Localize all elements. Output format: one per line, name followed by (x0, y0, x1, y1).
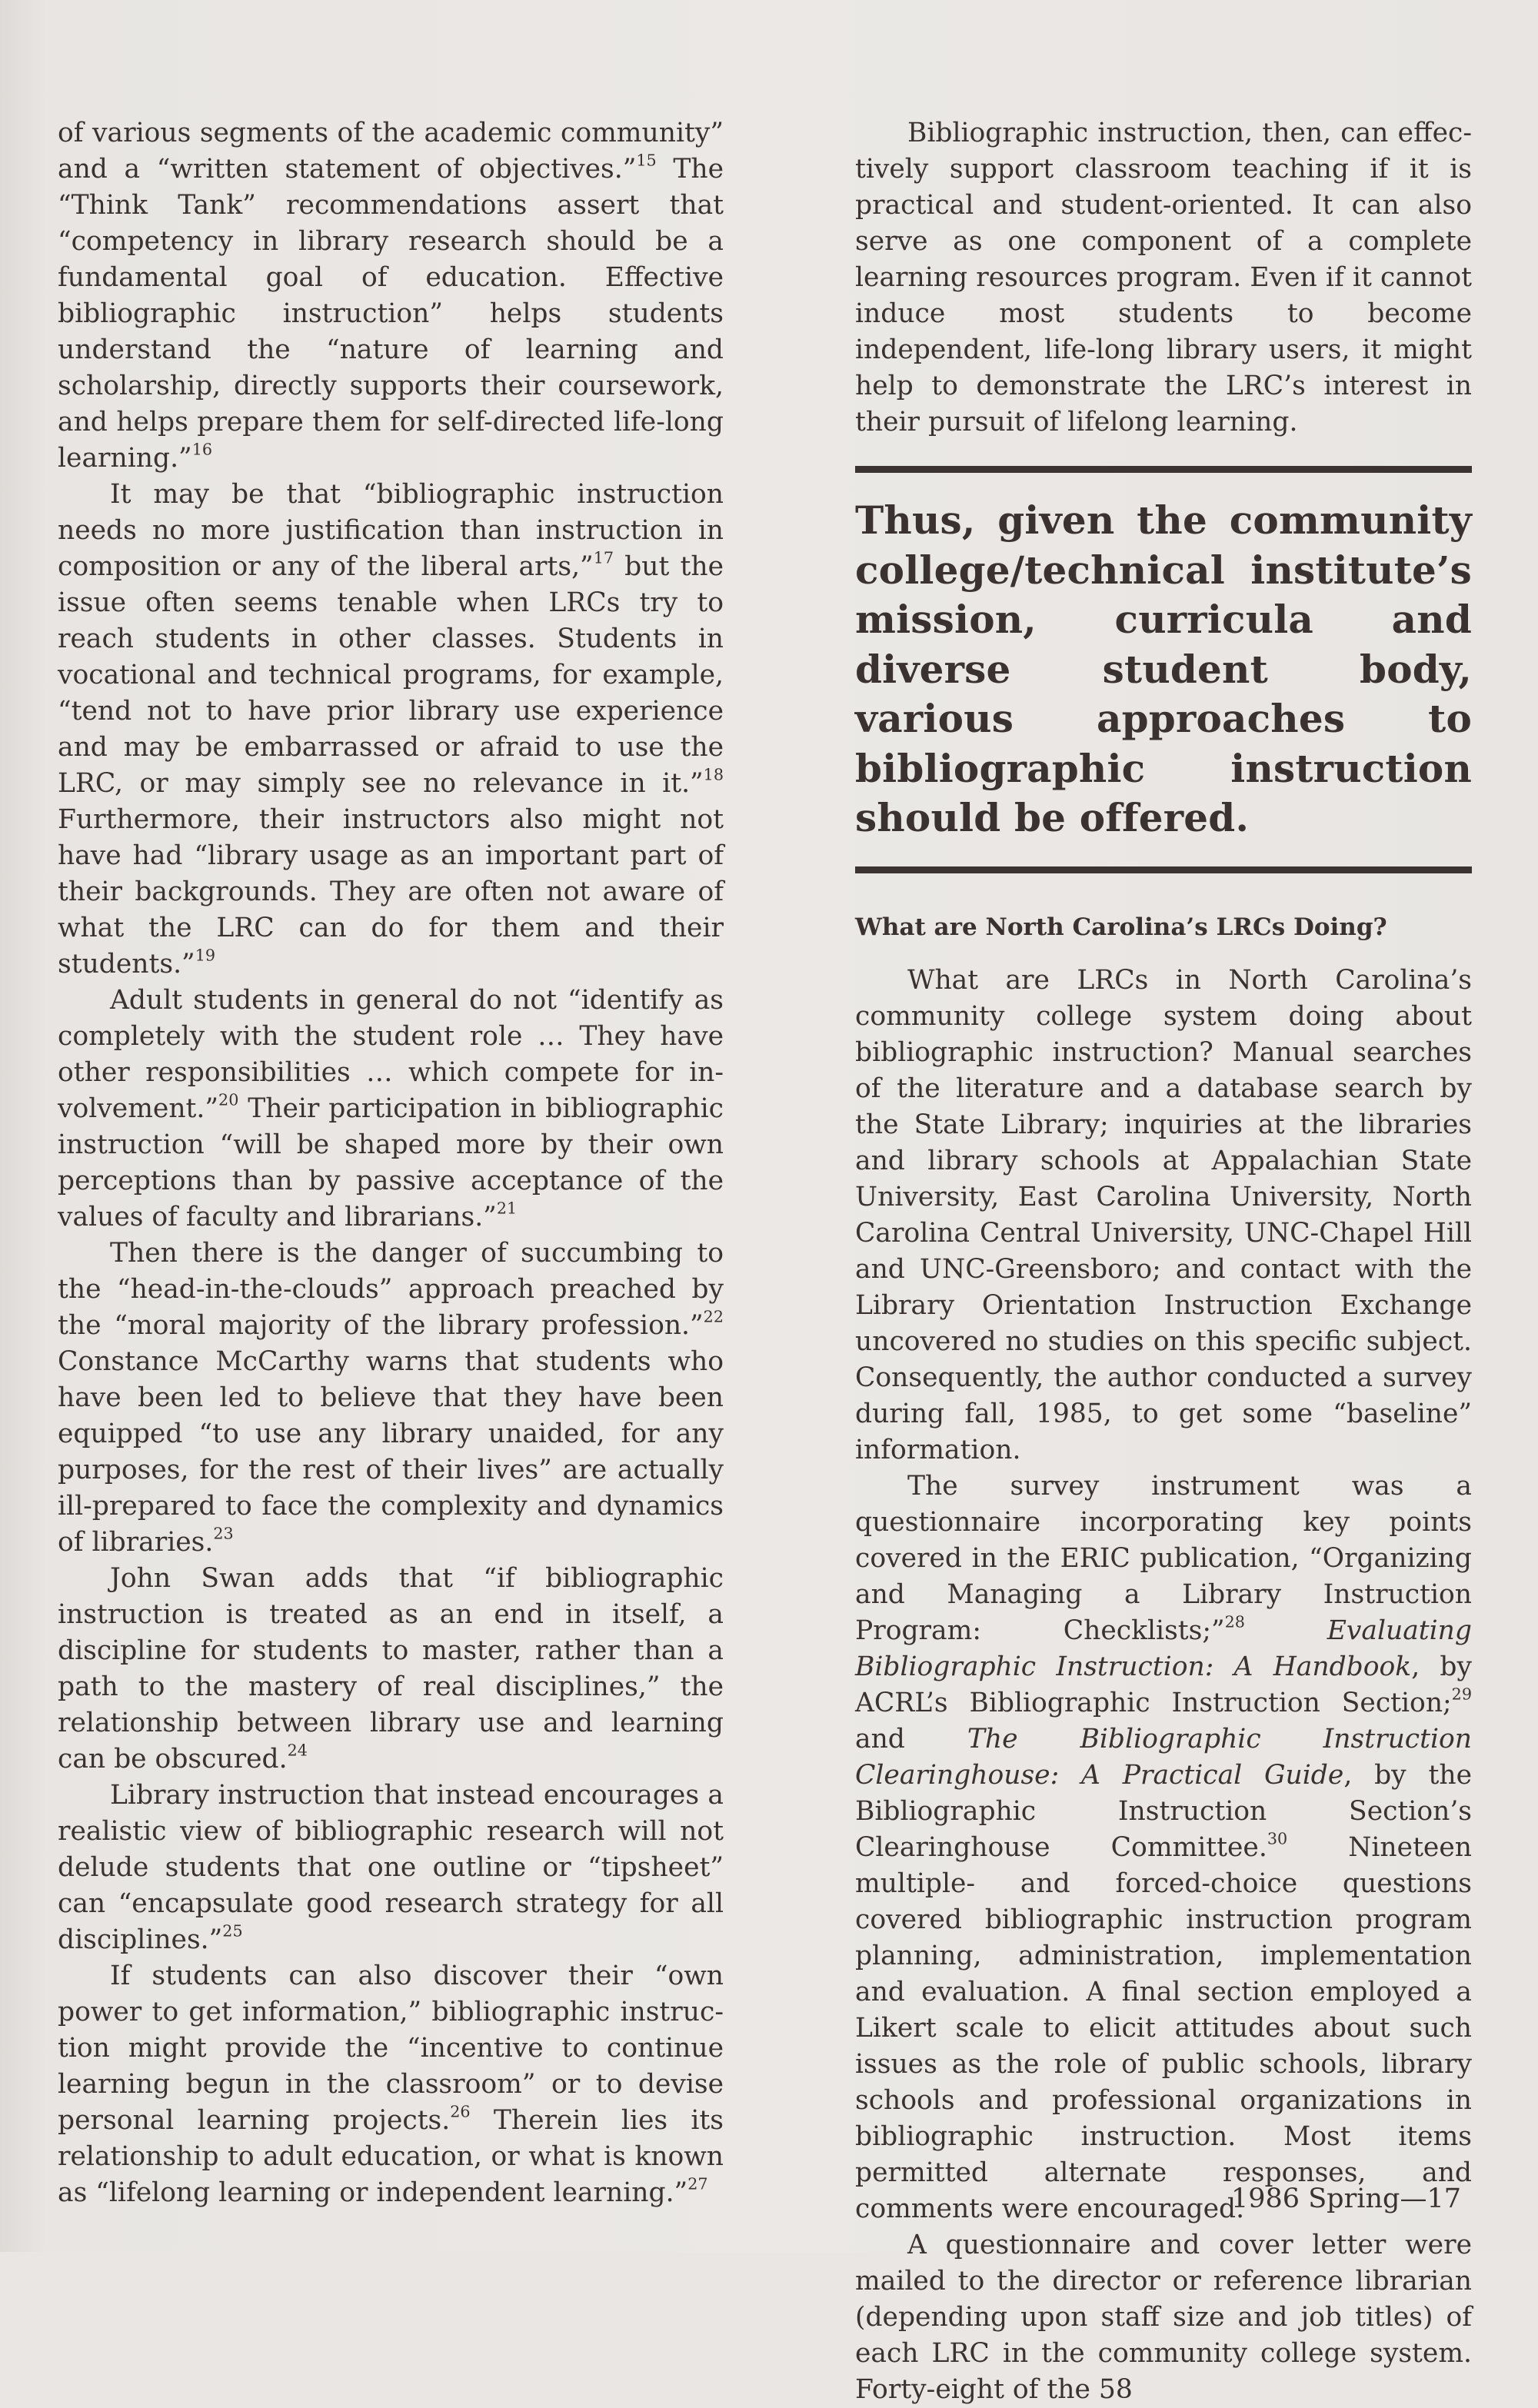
paragraph: Then there is the danger of succumbing to the “head-in-the-clouds” approach preached by the “moral majority of the library profession.”$^{22}$ Constance McCarthy warns that students who have been led to believe that they have been equipped “to use any library unaided, for any purposes, for the rest of their lives” are actually ill-prepared to face the complexity and dynamics of libraries.$^{23}$ (58, 1238, 724, 1558)
left-column (58, 115, 724, 2211)
page-folio: 1986 Spring—17 (1231, 2183, 1461, 2214)
footnote-ref: 29 (1451, 1684, 1472, 1703)
paragraph: A questionnaire and cover letter were mailed to the director or reference librarian (depending upon staff size and job titles) of each LRC in the community college system. Forty-eight of the 58 (855, 2229, 1472, 2405)
paragraph: The survey instrument was a questionnaire incorporating key points covered in the ERIC publication, “Organizing and Managing a Library Instruction Program: Checklists;”$^{28}$ Evaluating Bibliographic Instruction: A Handbook, by ACRL’s Bibliographic Instruction Section;$^{29}$ and The Bibliographic Instruction Clearinghouse: A Practical Guide, by the Bibliographic Instruction Section’s Clearinghouse Committee.$^{30}$ Nineteen multiple- and forced-choice questions covered bibliographic instruction program planning, administration, implementation and evaluation. A final section employed a Likert scale to elicit attitudes about such issues as the role of public schools, library schools and professional organizations in bibliographic instruction. Most items permitted alternate responses, and comments were encouraged. (855, 1470, 1472, 2224)
right-intro (855, 115, 1472, 441)
footnote-ref: 25 (222, 1921, 243, 1941)
paragraph: Adult students in general do not “identify as completely with the student role … They have other responsibilities … which compete for involvement.”$^{20}$ Their participation in bibliographic instruction “will be shaped more by their own perceptions than by passive acceptance of the values of faculty and librarians.”$^{21}$ (58, 985, 724, 1232)
footnote-ref: 19 (195, 946, 216, 965)
footnote-ref: 27 (687, 2174, 708, 2193)
paragraph: It may be that “bibliographic instruction needs no more justification than instruction in composition or any of the liberal arts,”$^{17}$ but the issue often seems tenable when LRCs try to reach students in other classes. Students in vocational and technical programs, for example, “tend not to have prior library use experience and may be embarrassed or afraid to use the LRC, or may simply see no relevance in it.”$^{18}$ Furthermore, their instructors also might not have had “library usage as an important part of their backgrounds. They are often not aware of what the LRC can do for them and their students.”$^{19}$ (58, 479, 724, 979)
footnote-ref: 18 (703, 765, 724, 784)
footnote-ref: 23 (213, 1524, 234, 1543)
footnote-ref: 28 (1224, 1611, 1245, 1631)
paragraph: Library instruction that instead encourages a realistic view of bibliographic research will not delude students that one outline or “tipsheet” can “encapsulate good research strategy for all disciplines.”$^{25}$ (58, 1780, 724, 1955)
paragraph: of various segments of the academic community” and a “written statement of objectives.”$^{15}$ The “Think Tank” recommendations assert that “competency in library research should be a fundamental goal of education. Effective bibliographic instruction” helps students understand the “nature of learning and scholarship, directly supports their coursework, and helps prepare them for self-directed life-long learning.”$^{16}$ (58, 118, 724, 474)
footnote-ref: 17 (593, 548, 614, 567)
footnote-ref: 26 (450, 2102, 471, 2121)
title-italic: The Bibliographic Instruction Clearinghouse: A Practical Guide (855, 1723, 1472, 1791)
paragraph: John Swan adds that “if bibliographic instruction is treated as an end in itself, a discipline for students to master, rather than a path to the mastery of real disciplines,” the relationship between library use and learning can be obscured.$^{24}$ (58, 1563, 724, 1774)
title-italic: Evaluating Bibliographic Instruction: A Handbook (855, 1615, 1472, 1682)
footnote-ref: 15 (636, 151, 657, 170)
footnote-ref: 20 (218, 1090, 239, 1109)
pull-quote-text: Thus, given the community college/technical institute’s mission, curricula and diverse student body, various approaches to bibliographic instruction should be offered. (855, 497, 1472, 840)
footnote-ref: 24 (287, 1741, 308, 1760)
right-column (855, 115, 1472, 2408)
paragraph: If students can also discover their “own power to get information,” bibliographic instruction might provide the “incentive to continue learning begun in the classroom” or to devise personal learning projects.$^{26}$ Therein lies its relationship to adult education, or what is known as “lifelong learning or independent learning.”$^{27}$ (58, 1961, 724, 2208)
section-heading: What are North Carolina’s LRCs Doing? (855, 913, 1387, 941)
footnote-ref: 22 (703, 1307, 724, 1326)
pull-quote (855, 466, 1472, 873)
footnote-ref: 21 (496, 1199, 518, 1218)
footnote-ref: 30 (1267, 1828, 1288, 1848)
paragraph: Bibliographic instruction, then, can effectively support classroom teaching if it is practical and student-oriented. It can also serve as one component of a complete learning resources program. Even if it cannot induce most students to become independent, life-long library users, it might help to demonstrate the LRC’s interest in their pursuit of lifelong learning. (855, 118, 1472, 437)
paragraph: What are LRCs in North Carolina’s community college system doing about bibliographic instruction? Manual searches of the literature and a database search by the State Library; inquiries at the libraries and library schools at Appalachian State University, East Carolina University, North Carolina Central University, UNC-Chapel Hill and UNC-Greensboro; and contact with the Library Orientation Instruction Exchange uncovered no studies on this specific subject. Consequently, the author conducted a survey during fall, 1985, to get some “baseline” information. (855, 964, 1472, 1465)
footnote-ref: 16 (191, 440, 213, 459)
